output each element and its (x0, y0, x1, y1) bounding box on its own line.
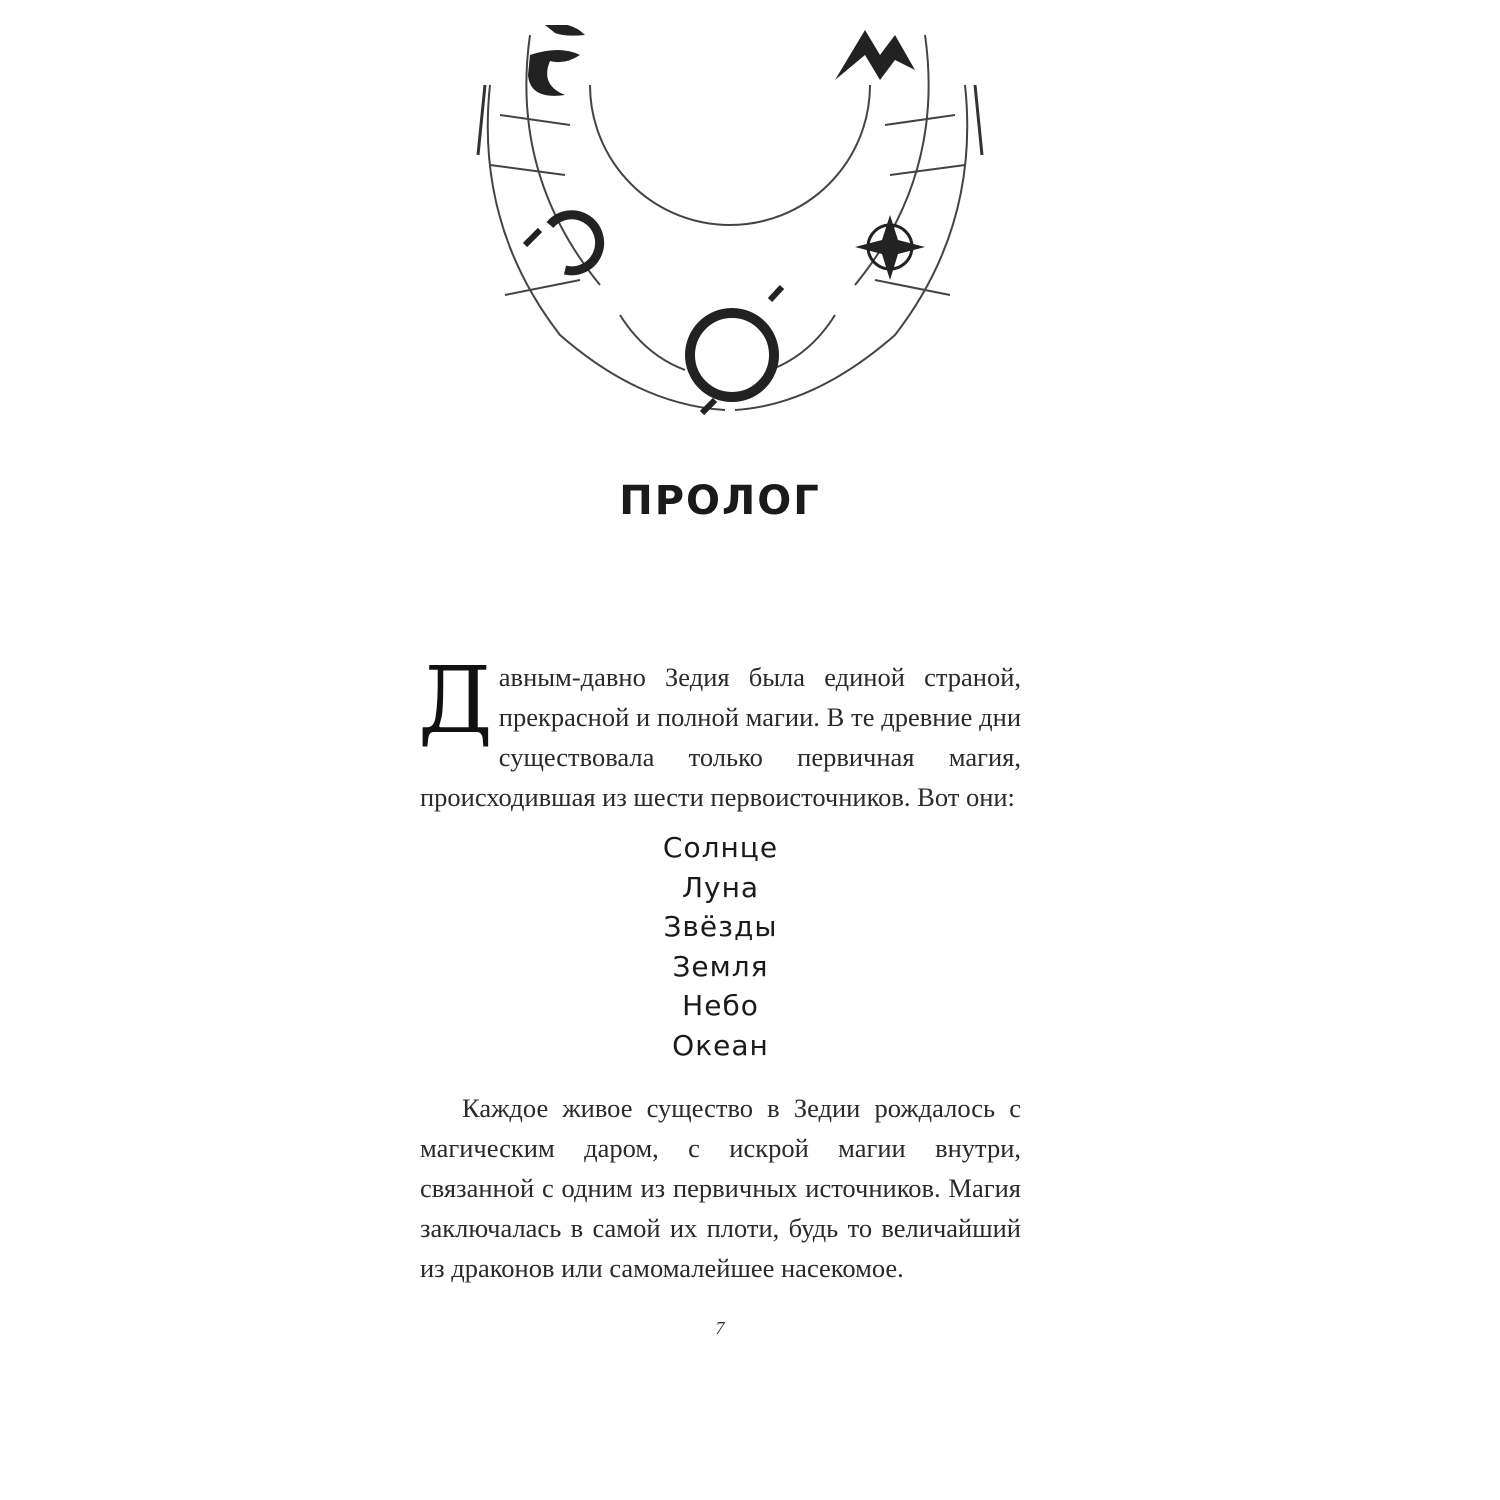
paragraph-intro-text: авным-давно Зедия была единой страной, прекрасной и полной магии. В те древние дни существовала только первичная магия, происходившая из шести первоисточников. Вот они: (420, 662, 1021, 812)
source-item-stars: Звёзды (663, 910, 778, 943)
source-item-ocean: Океан (672, 1028, 769, 1062)
source-item-sky: Небо (682, 989, 759, 1022)
paragraph-intro (418, 647, 1021, 817)
moon-symbol-icon (525, 215, 600, 271)
page-number: 7 (715, 1318, 725, 1338)
emblem-inner-ring (590, 85, 870, 225)
source-item-moon: Луна (681, 870, 760, 904)
six-sources-emblem (470, 25, 990, 415)
paragraph-magic: Каждое живое существо в Зедии рождалось с магическим даром, с искрой магии внутри, связанной с одним из первичных источников. Магия заключалась в самой их плоти, будь то величайший из драконов или самомалейшее насекомое. (420, 1093, 1021, 1283)
ocean-symbol-icon (528, 25, 585, 96)
drop-cap: Д (418, 647, 493, 754)
sun-symbol-icon (690, 287, 782, 413)
earth-symbol-icon (835, 30, 915, 80)
chapter-title: ПРОЛОГ (619, 478, 821, 524)
sources-list (420, 828, 1021, 1065)
source-item-earth: Земля (672, 949, 769, 983)
source-item-sun: Солнце (662, 831, 779, 864)
